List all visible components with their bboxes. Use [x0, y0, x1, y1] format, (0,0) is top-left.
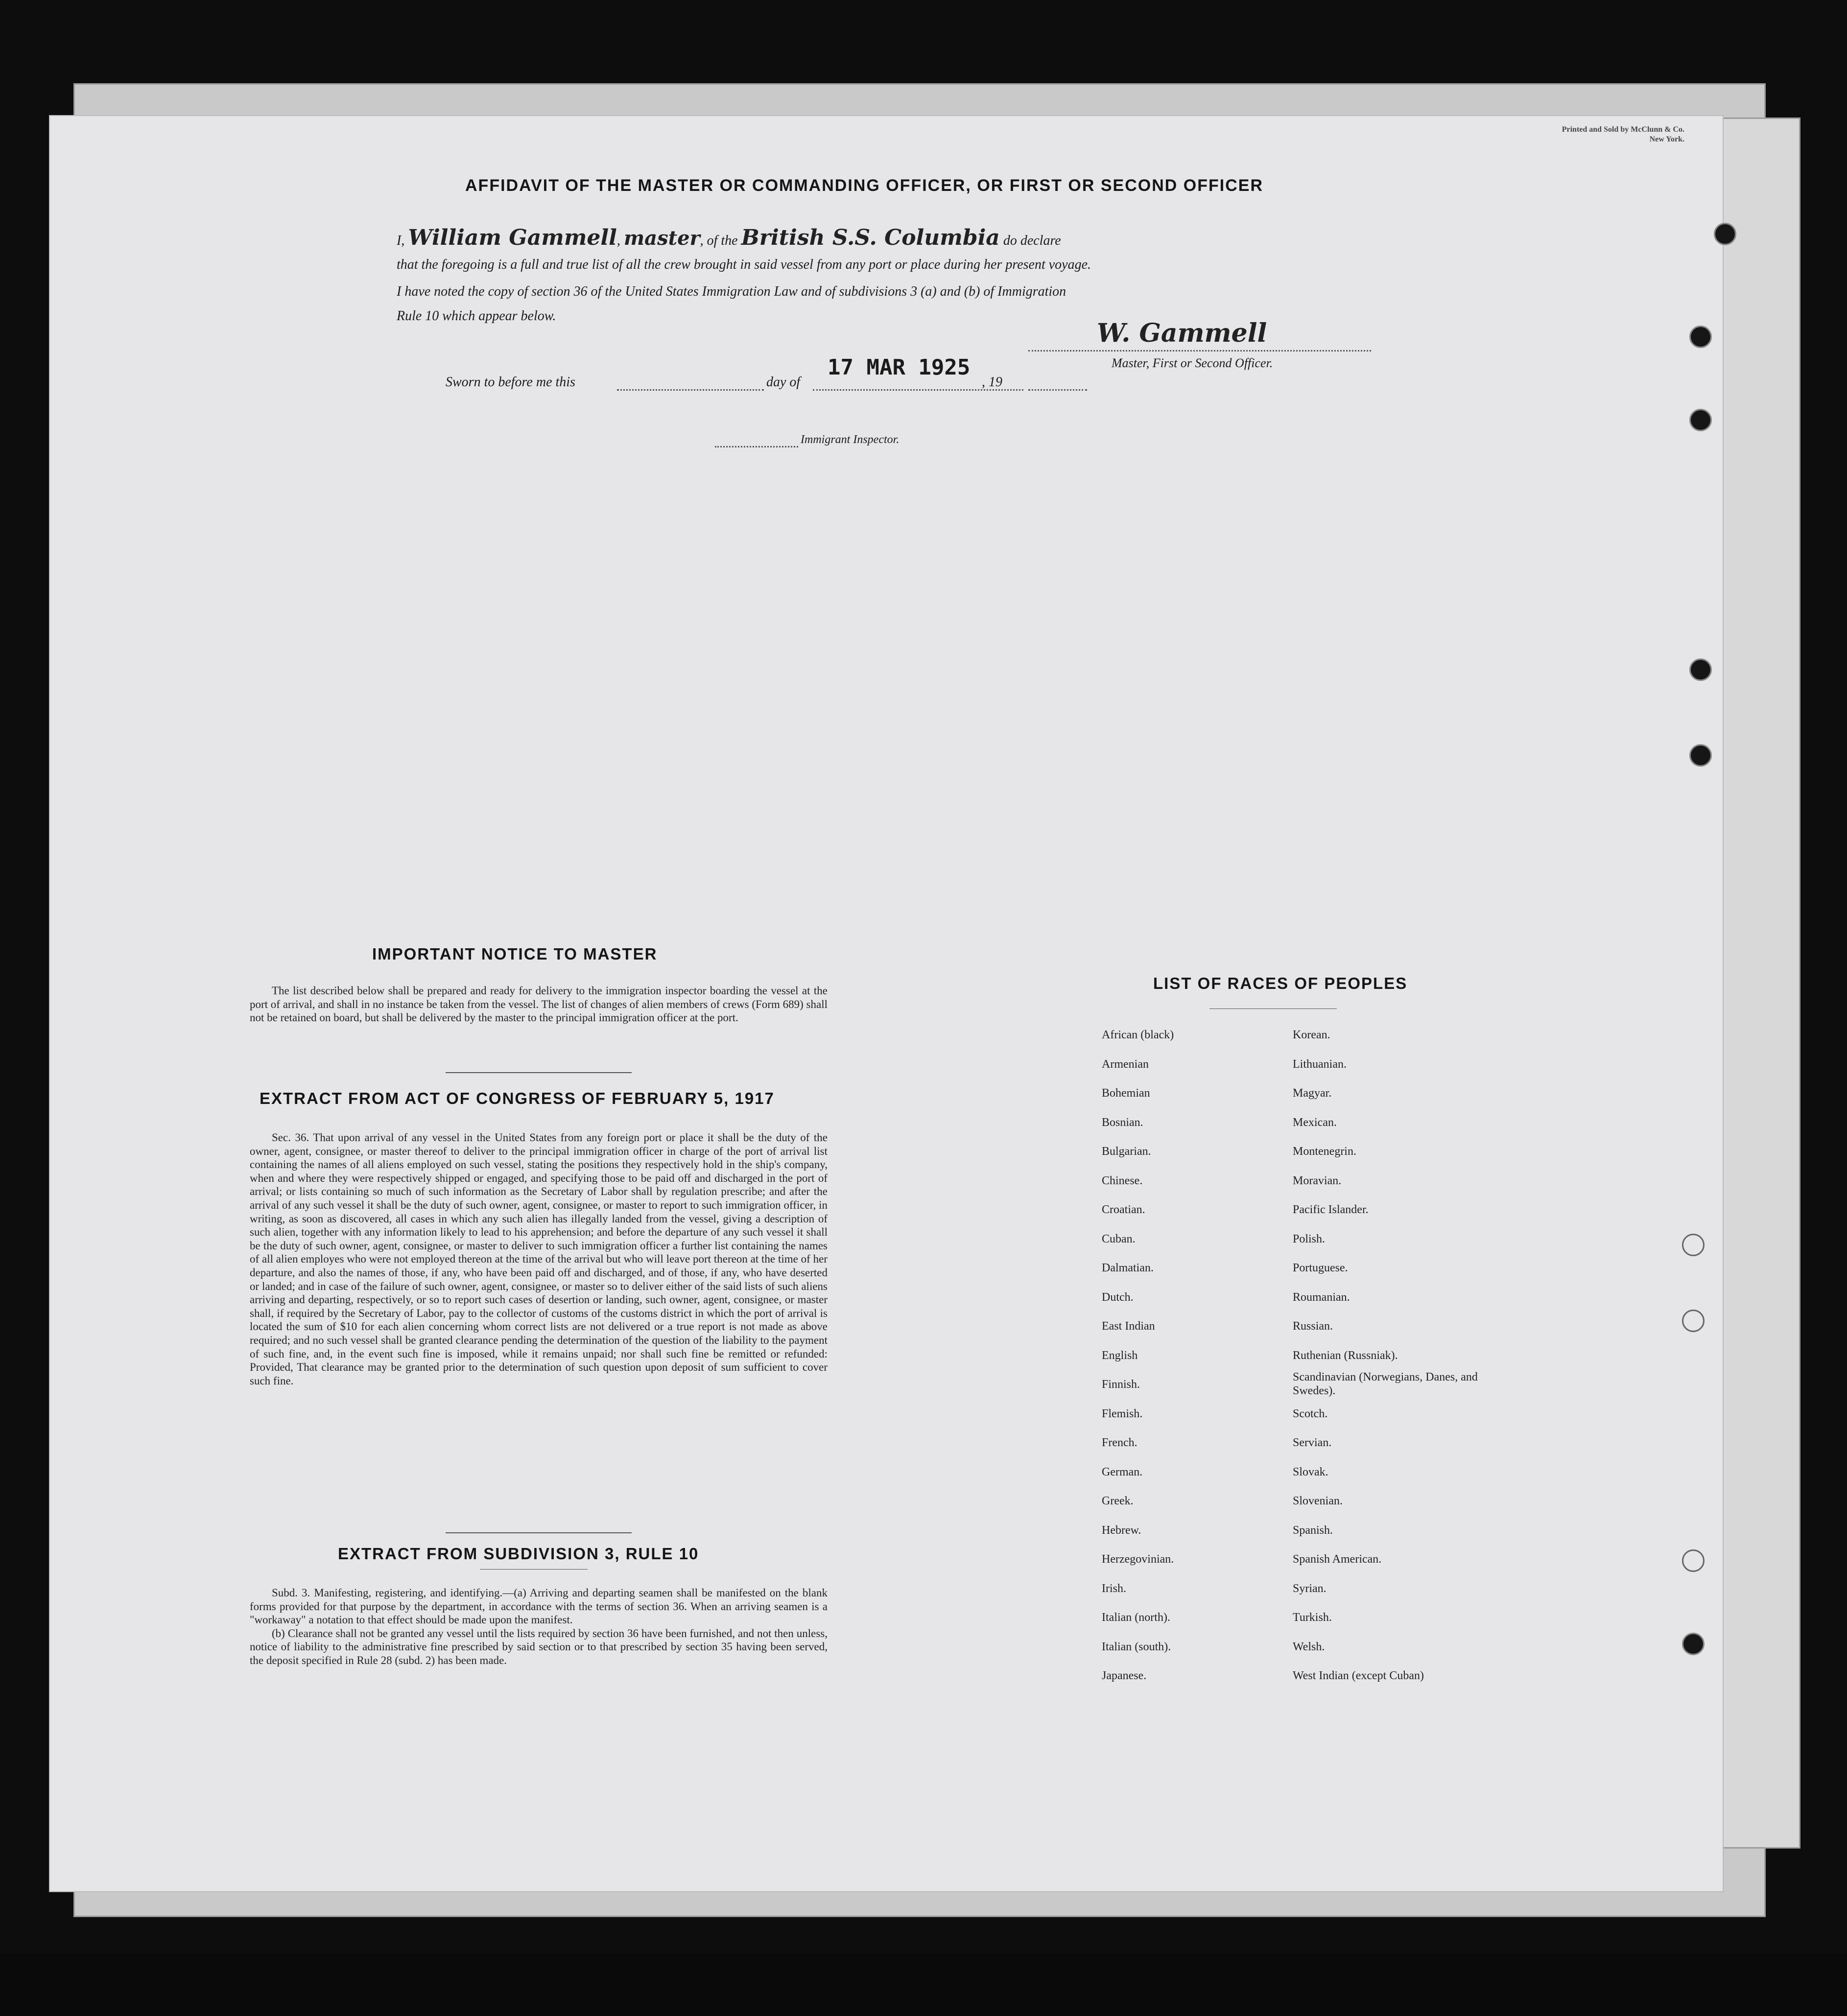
race-item: Herzegovinian.	[1102, 1553, 1174, 1566]
race-item: Montenegrin.	[1293, 1145, 1356, 1158]
race-item: German.	[1102, 1465, 1143, 1478]
race-item: Spanish American.	[1293, 1553, 1382, 1566]
race-item: Slovak.	[1293, 1465, 1328, 1478]
races-divider	[1209, 1008, 1337, 1009]
race-item: Welsh.	[1293, 1640, 1325, 1653]
race-item: Servian.	[1293, 1436, 1332, 1449]
race-item: Magyar.	[1293, 1087, 1332, 1100]
divider-3	[480, 1569, 588, 1570]
affidavit-line-3: I have noted the copy of section 36 of the United States Immigration Law and of subdivisions 3 (a) and (b) of Immigration	[397, 284, 1066, 299]
race-item: West Indian (except Cuban)	[1293, 1669, 1424, 1682]
master-signature: W. Gammell	[1097, 318, 1267, 348]
race-item: Chinese.	[1102, 1174, 1143, 1187]
race-item: Scandinavian (Norwegians, Danes, and Swedes).	[1293, 1371, 1478, 1397]
race-item: Dutch.	[1102, 1290, 1134, 1304]
race-item: Japanese.	[1102, 1669, 1147, 1682]
printer-credit: Printed and Sold by McClunn & Co. New York.	[1562, 125, 1684, 143]
notice-title: IMPORTANT NOTICE TO MASTER	[372, 945, 658, 963]
race-item: French.	[1102, 1436, 1137, 1449]
manifest-page	[49, 115, 1724, 1892]
divider-1	[446, 1072, 632, 1073]
race-item: Portuguese.	[1293, 1262, 1348, 1274]
race-item: Bosnian.	[1102, 1116, 1143, 1129]
signature-line	[1028, 350, 1371, 352]
binder-hole	[1689, 744, 1712, 767]
race-item: Hebrew.	[1102, 1524, 1141, 1537]
inspector-label: Immigrant Inspector.	[801, 433, 900, 446]
date-stamp: 17 MAR 1925	[828, 355, 971, 380]
binder-hole	[1682, 1633, 1705, 1655]
binder-hole	[1689, 658, 1712, 681]
binder-hole	[1714, 223, 1736, 245]
race-item: Korean.	[1293, 1029, 1330, 1041]
race-item: Irish.	[1102, 1582, 1126, 1595]
race-item: Italian (north).	[1102, 1611, 1170, 1624]
affidavit-line-2: that the foregoing is a full and true list of all the crew brought in said vessel from any port or place during her present voyage.	[397, 257, 1091, 272]
inspector-line	[715, 446, 798, 447]
race-item: Flemish.	[1102, 1407, 1143, 1420]
binder-hole	[1682, 1234, 1705, 1256]
sworn-label: Sworn to before me this	[446, 375, 575, 390]
vessel-name: British S.S. Columbia	[741, 225, 1000, 250]
race-item: English	[1102, 1349, 1138, 1362]
master-rank: master	[623, 227, 700, 250]
races-right-column	[1293, 1021, 1489, 1691]
race-item: Pacific Islander.	[1293, 1203, 1369, 1216]
divider-2	[446, 1532, 632, 1533]
race-item: African (black)	[1102, 1029, 1174, 1041]
master-name: William Gammell	[408, 225, 617, 250]
race-item: Ruthenian (Russniak).	[1293, 1349, 1398, 1362]
race-item: Bulgarian.	[1102, 1145, 1151, 1158]
race-item: Mexican.	[1293, 1116, 1337, 1129]
race-item: Armenian	[1102, 1057, 1149, 1071]
race-item: Syrian.	[1293, 1582, 1326, 1595]
race-item: Dalmatian.	[1102, 1262, 1154, 1274]
rule-title: EXTRACT FROM SUBDIVISION 3, RULE 10	[338, 1545, 699, 1563]
race-item: Bohemian	[1102, 1087, 1150, 1100]
race-item: Polish.	[1293, 1232, 1326, 1245]
sworn-day-line	[617, 389, 764, 391]
scan-border	[0, 1953, 1847, 2016]
day-of-label: day of	[766, 375, 801, 390]
affidavit-line-1: I, William Gammell, master, of the British S.S. Columbia do declare	[397, 225, 1061, 250]
affidavit-title: AFFIDAVIT OF THE MASTER OR COMMANDING OFFICER, OR FIRST OR SECOND OFFICER	[465, 176, 1263, 195]
race-item: Slovenian.	[1293, 1495, 1343, 1507]
races-title: LIST OF RACES OF PEOPLES	[1153, 974, 1408, 992]
year-line	[1028, 389, 1087, 391]
binder-hole	[1689, 326, 1712, 348]
act-body: Sec. 36. That upon arrival of any vessel in the United States from any foreign port or place it shall be the duty of the owner, agent, consignee, or master thereof to deliver to the principal immigration officer in charge of the port of arrival list containing the names of all aliens employed on such vessel, stating the positions they respectively hold in the ship's company, when and where they were respectively shipped or engaged, and specifying those to be paid off and discharged in the port of arrival; or lists containing so much of such information as the Secretary of Labor shall by regulation prescribe; and after the arrival of any such vessel it shall be the duty of such owner, agent, consignee, or master to report to such immigration officer, in writing, as soon as discovered, all cases in which any such alien has illegally landed from the vessel, giving a description of such alien, together with any information likely to lead to his apprehension; and before the departure of any such vessel it shall be the duty of such owner, agent, consignee, or master to deliver to such immigration officer a further list containing the names of all alien employes who were not employed thereon at the time of the arrival but who will leave port thereon at the time of her departure, and also the names of those, if any, who have been paid off and discharged, and of those, if any, who have deserted or landed; and in case of the failure of such owner, agent, consignee, or master so to deliver either of the said lists of such aliens arriving and departing, respectively, or so to report such cases of desertion or landing, such owner, agent, consignee, or master shall, if required by the Secretary of Labor, pay to the collector of customs of the customs district in which the port of arrival is located the sum of $10 for each alien concerning whom correct lists are not delivered or a true report is not made as above required; and no such vessel shall be granted clearance pending the determination of the question of the liability to the payment of such fine, and, in the event such fine is imposed, while it remains unpaid; nor shall such fine be remitted or refunded: Provided, That clearance may be granted prior to the determination of such question upon deposit of sum sufficient to cover such fine.	[250, 1131, 828, 1387]
race-item: Spanish.	[1293, 1524, 1333, 1537]
race-item: Finnish.	[1102, 1378, 1140, 1391]
binder-hole	[1682, 1549, 1705, 1572]
binder-hole	[1689, 409, 1712, 431]
rule-body: Subd. 3. Manifesting, registering, and identifying.—(a) Arriving and departing seamen shall be manifested on the blank forms provided for that purpose by the department, in accordance with the terms of section 36. When an arriving seamen is a "workaway" a notation to that effect should be made upon the manifest. (b) Clearance shall not be granted any vessel until the lists required by section 36 have been furnished, and not then unless, notice of liability to the administrative fine prescribed by said section or to that prescribed by section 35 having been served, the deposit specified in Rule 28 (subd. 2) has been made.	[250, 1587, 828, 1666]
act-title: EXTRACT FROM ACT OF CONGRESS OF FEBRUARY 5, 1917	[260, 1089, 775, 1107]
year-prefix: , 19	[982, 375, 1002, 390]
races-left-column	[1102, 1021, 1174, 1691]
race-item: Croatian.	[1102, 1203, 1145, 1216]
race-item: Moravian.	[1293, 1174, 1342, 1187]
affidavit-line-4: Rule 10 which appear below.	[397, 308, 556, 324]
signer-title: Master, First or Second Officer.	[1112, 356, 1273, 370]
race-item: Greek.	[1102, 1495, 1134, 1507]
notice-body: The list described below shall be prepared and ready for delivery to the immigration inspector boarding the vessel at the port of arrival, and shall in no instance be taken from the vessel. The list of changes of alien members of crews (Form 689) shall not be retained on board, but shall be delivered by the master to the principal immigration officer at the port.	[250, 985, 828, 1024]
race-item: Italian (south).	[1102, 1640, 1171, 1653]
race-item: Cuban.	[1102, 1232, 1136, 1245]
race-item: Russian.	[1293, 1320, 1333, 1333]
race-item: Lithuanian.	[1293, 1057, 1347, 1071]
race-item: Roumanian.	[1293, 1290, 1350, 1304]
race-item: Turkish.	[1293, 1611, 1332, 1624]
race-item: Scotch.	[1293, 1407, 1328, 1420]
binder-hole	[1682, 1310, 1705, 1332]
race-item: East Indian	[1102, 1320, 1155, 1333]
